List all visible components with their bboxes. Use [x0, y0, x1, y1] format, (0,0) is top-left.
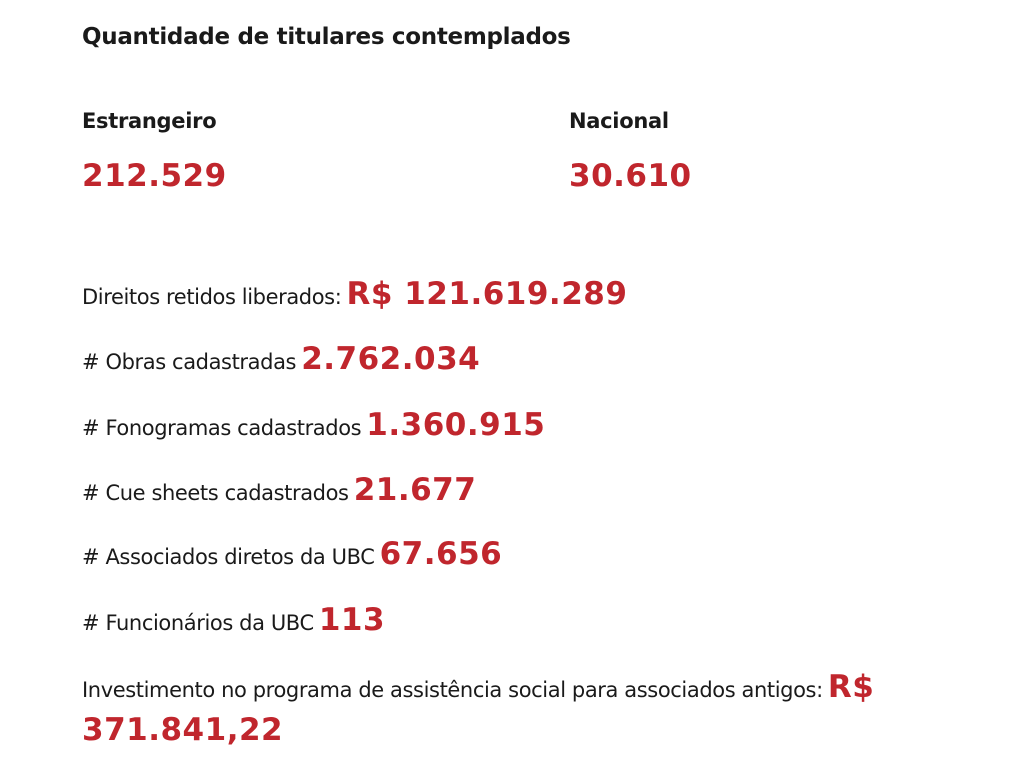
stat-label: # Funcionários da UBC	[82, 611, 314, 635]
stat-value: 1.360.915	[366, 407, 546, 443]
stat-label: Investimento no programa de assistência social para associados antigos:	[82, 678, 823, 702]
stat-investimento	[82, 668, 962, 754]
stat-associados	[82, 534, 502, 579]
stat-value: 113	[318, 602, 386, 638]
column-label: Nacional	[569, 109, 669, 133]
page-title: Quantidade de titulares contemplados	[82, 24, 571, 50]
column-nacional	[569, 106, 692, 194]
column-label: Estrangeiro	[82, 109, 217, 133]
stat-cue-sheets	[82, 470, 476, 515]
stat-label: # Fonogramas cadastrados	[82, 416, 362, 440]
stat-value: R$ 371.841,22	[82, 669, 875, 748]
stat-label: # Obras cadastradas	[82, 350, 297, 374]
stat-value: 21.677	[353, 472, 477, 508]
stat-direitos-retidos	[82, 274, 627, 319]
column-estrangeiro	[82, 106, 227, 194]
column-value: 212.529	[82, 158, 227, 194]
stat-value: R$ 121.619.289	[346, 276, 628, 312]
stat-label: # Cue sheets cadastrados	[82, 481, 349, 505]
stat-label: Direitos retidos liberados:	[82, 285, 342, 309]
stat-obras	[82, 339, 480, 384]
stats-panel	[82, 0, 982, 770]
stat-value: 2.762.034	[301, 341, 481, 377]
stat-label: # Associados diretos da UBC	[82, 545, 375, 569]
stat-funcionarios	[82, 600, 385, 645]
stat-value: 67.656	[379, 536, 503, 572]
stat-fonogramas	[82, 405, 545, 450]
column-value: 30.610	[569, 158, 692, 194]
